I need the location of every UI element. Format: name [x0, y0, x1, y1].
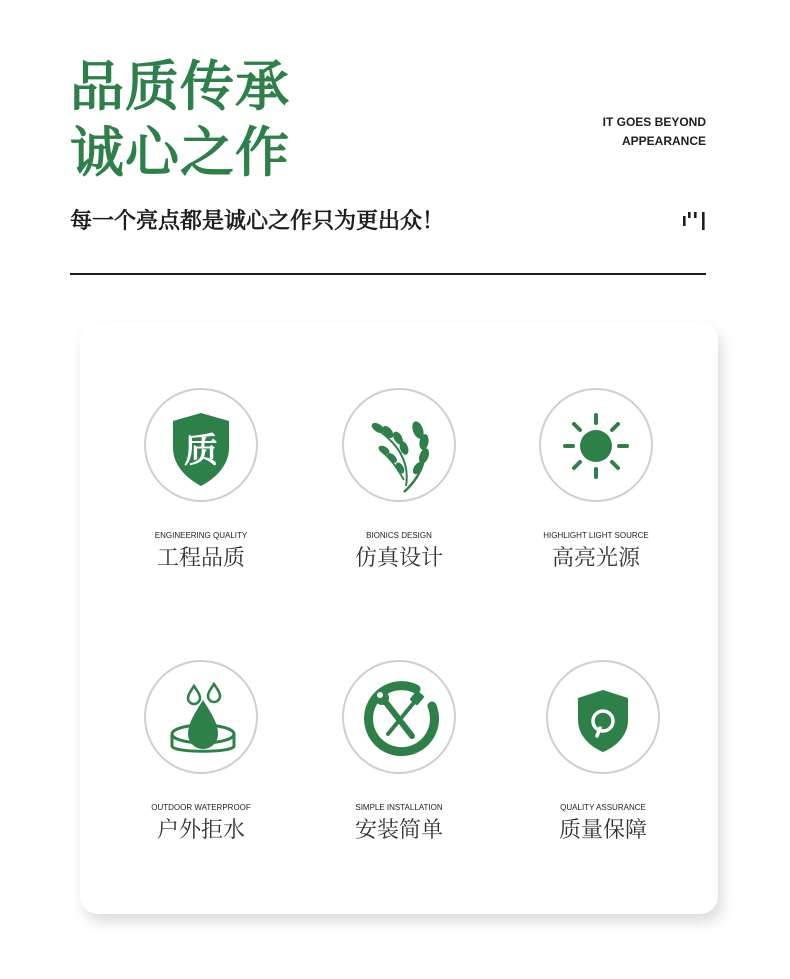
shield-glyph: 质: [184, 431, 218, 471]
feature-outdoor-waterproof: [101, 660, 301, 846]
quote-mark-icon: [683, 212, 707, 232]
assurance-shield-icon: [548, 662, 658, 772]
icon-ring: [342, 660, 456, 774]
quality-shield-icon: [146, 390, 256, 500]
feature-cn-label: 高亮光源: [551, 546, 640, 571]
english-tagline: [603, 113, 706, 151]
feature-bionics-design: [299, 388, 499, 574]
feature-quality-assurance: [503, 660, 703, 846]
feature-en-label: QUALITY ASSURANCE: [560, 803, 646, 812]
feature-simple-installation: [299, 660, 499, 846]
feature-cn-label: 质量保障: [558, 818, 647, 843]
icon-ring: [144, 660, 258, 774]
feature-en-label: SIMPLE INSTALLATION: [355, 803, 443, 812]
subtitle: 每一个亮点都是诚心之作只为更出众！: [70, 209, 445, 234]
icon-ring: [342, 388, 456, 502]
feature-en-label: HIGHLIGHT LIGHT SOURCE: [543, 531, 649, 540]
water-drop-icon: [146, 662, 256, 772]
title-line-1: 品质传承: [70, 55, 290, 118]
icon-ring: [546, 660, 660, 774]
wrench-screwdriver-icon: [344, 662, 454, 772]
feature-cn-label: 户外拒水: [156, 818, 245, 843]
feature-cn-label: 工程品质: [156, 546, 245, 571]
feature-en-label: ENGINEERING QUALITY: [154, 531, 248, 540]
tagline-line-2: APPEARANCE: [621, 134, 706, 148]
sun-icon: [541, 390, 651, 500]
tagline-line-1: IT GOES BEYOND: [602, 115, 706, 129]
feature-cn-label: 仿真设计: [354, 546, 443, 571]
icon-ring: [539, 388, 653, 502]
header-divider: [70, 273, 706, 275]
feature-cn-label: 安装简单: [354, 818, 443, 843]
title-line-2: 诚心之作: [70, 121, 290, 184]
icon-ring: [144, 388, 258, 502]
feature-highlight-light-source: [496, 388, 696, 574]
feature-en-label: OUTDOOR WATERPROOF: [151, 803, 251, 812]
page-title: [70, 54, 290, 186]
rice-plant-icon: [344, 390, 454, 500]
feature-engineering-quality: [101, 388, 301, 574]
feature-en-label: BIONICS DESIGN: [366, 531, 432, 540]
